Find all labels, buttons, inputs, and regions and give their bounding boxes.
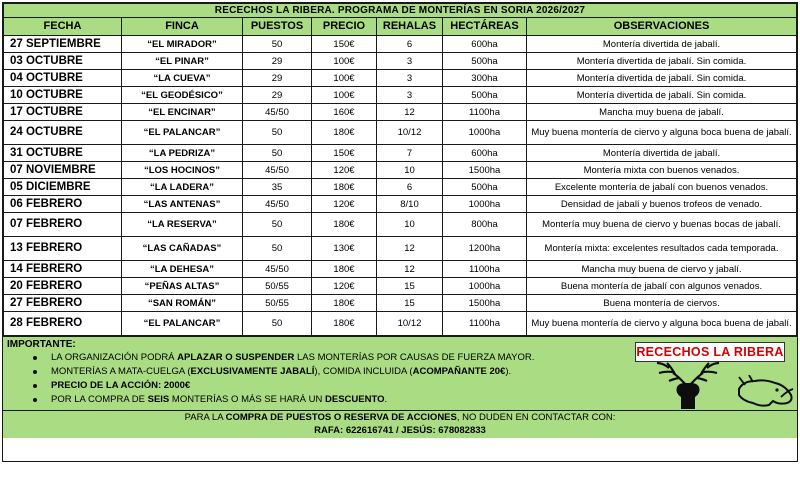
- cell-finca: “LA RESERVA”: [122, 213, 243, 237]
- table-row: [4, 213, 797, 237]
- cell-fecha: 07 NOVIEMBRE: [4, 162, 122, 179]
- cell-rehalas: 3: [377, 87, 443, 104]
- cell-rehalas: 15: [377, 278, 443, 295]
- table-row: [4, 145, 797, 162]
- cell-hectareas: 1100ha: [443, 261, 527, 278]
- table-row: [4, 261, 797, 278]
- cell-obs: Muy buena montería de ciervo y alguna boca buena de jabalí.: [527, 312, 797, 336]
- brand-logo: RECECHOS LA RIBERA: [635, 342, 785, 362]
- note-postpone: LA ORGANIZACIÓN PODRÁ APLAZAR O SUSPENDER LAS MONTERÍAS POR CAUSAS DE FUERZA MAYOR.: [31, 351, 534, 365]
- cell-fecha: 06 FEBRERO: [4, 196, 122, 213]
- cell-fecha: 03 OCTUBRE: [4, 53, 122, 70]
- cell-finca: “EL PALANCAR”: [122, 312, 243, 336]
- cell-finca: “SAN ROMÁN”: [122, 295, 243, 312]
- col-header-fecha: FECHA: [4, 18, 122, 36]
- cell-precio: 160€: [312, 104, 377, 121]
- program-sheet: [2, 2, 798, 462]
- cell-rehalas: 10/12: [377, 312, 443, 336]
- col-header-hectareas: HECTÁREAS: [443, 18, 527, 36]
- cell-rehalas: 12: [377, 261, 443, 278]
- table-row: [4, 179, 797, 196]
- cell-puestos: 50/55: [243, 278, 312, 295]
- schedule-body: [4, 36, 797, 336]
- cell-fecha: 14 FEBRERO: [4, 261, 122, 278]
- cell-puestos: 50: [243, 145, 312, 162]
- cell-obs: Montería divertida de jabalí.: [527, 36, 797, 53]
- cell-finca: “LAS ANTENAS”: [122, 196, 243, 213]
- cell-finca: “EL ENCINAR”: [122, 104, 243, 121]
- important-notes: [3, 336, 797, 410]
- note-price: PRECIO DE LA ACCIÓN: 2000€: [31, 379, 534, 393]
- cell-fecha: 10 OCTUBRE: [4, 87, 122, 104]
- cell-puestos: 45/50: [243, 104, 312, 121]
- contact-line-1: PARA LA COMPRA DE PUESTOS O RESERVA DE ACCIONES, NO DUDEN EN CONTACTAR CON:: [184, 412, 616, 423]
- table-row: [4, 162, 797, 179]
- cell-precio: 100€: [312, 87, 377, 104]
- table-row: [4, 87, 797, 104]
- cell-obs: Montería mixta: excelentes resultados cada temporada.: [527, 237, 797, 261]
- cell-precio: 180€: [312, 261, 377, 278]
- cell-hectareas: 1500ha: [443, 162, 527, 179]
- cell-puestos: 45/50: [243, 261, 312, 278]
- table-row: [4, 295, 797, 312]
- cell-obs: Buena montería de ciervos.: [527, 295, 797, 312]
- cell-rehalas: 12: [377, 104, 443, 121]
- cell-fecha: 05 DICIEMBRE: [4, 179, 122, 196]
- sheet-title: RECECHOS LA RIBERA. PROGRAMA DE MONTERÍAS EN SORIA 2026/2027: [4, 4, 797, 18]
- cell-hectareas: 1200ha: [443, 237, 527, 261]
- cell-finca: “EL PALANCAR”: [122, 121, 243, 145]
- cell-puestos: 50: [243, 312, 312, 336]
- col-header-puestos: PUESTOS: [243, 18, 312, 36]
- cell-finca: “EL PINAR”: [122, 53, 243, 70]
- cell-finca: “PEÑAS ALTAS”: [122, 278, 243, 295]
- cell-hectareas: 600ha: [443, 36, 527, 53]
- cell-precio: 180€: [312, 213, 377, 237]
- cell-hectareas: 500ha: [443, 179, 527, 196]
- cell-precio: 100€: [312, 70, 377, 87]
- cell-precio: 150€: [312, 36, 377, 53]
- cell-fecha: 07 FEBRERO: [4, 213, 122, 237]
- cell-finca: “LOS HOCINOS”: [122, 162, 243, 179]
- cell-precio: 120€: [312, 162, 377, 179]
- cell-precio: 180€: [312, 312, 377, 336]
- cell-fecha: 04 OCTUBRE: [4, 70, 122, 87]
- schedule-table: [3, 3, 797, 336]
- col-header-finca: FINCA: [122, 18, 243, 36]
- cell-rehalas: 8/10: [377, 196, 443, 213]
- cell-puestos: 50: [243, 237, 312, 261]
- table-row: [4, 104, 797, 121]
- notes-heading: IMPORTANTE:: [7, 339, 76, 350]
- cell-fecha: 13 FEBRERO: [4, 237, 122, 261]
- cell-precio: 180€: [312, 121, 377, 145]
- cell-obs: Mancha muy buena de ciervo y jabalí.: [527, 261, 797, 278]
- cell-hectareas: 500ha: [443, 53, 527, 70]
- cell-precio: 120€: [312, 196, 377, 213]
- cell-obs: Montería mixta con buenos venados.: [527, 162, 797, 179]
- cell-fecha: 24 OCTUBRE: [4, 121, 122, 145]
- cell-obs: Montería muy buena de ciervo y buenas bocas de jabalí.: [527, 213, 797, 237]
- cell-hectareas: 1000ha: [443, 121, 527, 145]
- notes-list: [31, 351, 534, 407]
- cell-rehalas: 10/12: [377, 121, 443, 145]
- cell-rehalas: 10: [377, 213, 443, 237]
- cell-finca: “LA LADERA”: [122, 179, 243, 196]
- cell-rehalas: 10: [377, 162, 443, 179]
- cell-finca: “EL GEODÉSICO”: [122, 87, 243, 104]
- cell-hectareas: 1000ha: [443, 196, 527, 213]
- cell-hectareas: 1500ha: [443, 295, 527, 312]
- cell-puestos: 29: [243, 70, 312, 87]
- cell-obs: Montería divertida de jabalí. Sin comida.: [527, 70, 797, 87]
- cell-finca: “LA DEHESA”: [122, 261, 243, 278]
- cell-precio: 180€: [312, 179, 377, 196]
- col-header-precio: PRECIO: [312, 18, 377, 36]
- cell-hectareas: 300ha: [443, 70, 527, 87]
- cell-puestos: 29: [243, 87, 312, 104]
- cell-obs: Buena montería de jabalí con algunos venados.: [527, 278, 797, 295]
- cell-rehalas: 7: [377, 145, 443, 162]
- cell-rehalas: 6: [377, 36, 443, 53]
- table-row: [4, 237, 797, 261]
- cell-precio: 130€: [312, 237, 377, 261]
- cell-precio: 150€: [312, 145, 377, 162]
- cell-hectareas: 600ha: [443, 145, 527, 162]
- cell-precio: 120€: [312, 278, 377, 295]
- cell-hectareas: 1000ha: [443, 278, 527, 295]
- cell-fecha: 28 FEBRERO: [4, 312, 122, 336]
- cell-fecha: 20 FEBRERO: [4, 278, 122, 295]
- cell-rehalas: 3: [377, 70, 443, 87]
- cell-puestos: 50/55: [243, 295, 312, 312]
- cell-finca: “LA PEDRIZA”: [122, 145, 243, 162]
- cell-rehalas: 6: [377, 179, 443, 196]
- cell-precio: 100€: [312, 53, 377, 70]
- cell-fecha: 31 OCTUBRE: [4, 145, 122, 162]
- cell-hectareas: 800ha: [443, 213, 527, 237]
- cell-finca: “EL MIRADOR”: [122, 36, 243, 53]
- table-row: [4, 53, 797, 70]
- table-row: [4, 278, 797, 295]
- cell-obs: Montería divertida de jabalí. Sin comida.: [527, 87, 797, 104]
- table-row: [4, 36, 797, 53]
- note-discount: POR LA COMPRA DE SEIS MONTERÍAS O MÁS SE HARÁ UN DESCUENTO.: [31, 393, 534, 407]
- cell-rehalas: 3: [377, 53, 443, 70]
- note-mata-cuelga: MONTERÍAS A MATA-CUELGA (EXCLUSIVAMENTE JABALÍ), COMIDA INCLUIDA (ACOMPAÑANTE 20€).: [31, 365, 534, 379]
- contact-phones: RAFA: 622616741 / JESÚS: 678082833: [314, 425, 486, 436]
- cell-puestos: 45/50: [243, 162, 312, 179]
- cell-puestos: 29: [243, 53, 312, 70]
- cell-hectareas: 1100ha: [443, 312, 527, 336]
- table-row: [4, 196, 797, 213]
- cell-rehalas: 15: [377, 295, 443, 312]
- cell-finca: “LAS CAÑADAS”: [122, 237, 243, 261]
- col-header-rehalas: REHALAS: [377, 18, 443, 36]
- cell-precio: 180€: [312, 295, 377, 312]
- col-header-observaciones: OBSERVACIONES: [527, 18, 797, 36]
- boar-head-icon: [733, 375, 795, 409]
- cell-hectareas: 1100ha: [443, 104, 527, 121]
- cell-puestos: 50: [243, 213, 312, 237]
- cell-obs: Excelente montería de jabalí con buenos venados.: [527, 179, 797, 196]
- cell-puestos: 50: [243, 121, 312, 145]
- cell-obs: Montería divertida de jabalí. Sin comida.: [527, 53, 797, 70]
- deer-head-icon: [651, 359, 725, 409]
- cell-finca: “LA CUEVA”: [122, 70, 243, 87]
- cell-obs: Densidad de jabalí y buenos trofeos de venado.: [527, 196, 797, 213]
- cell-rehalas: 12: [377, 237, 443, 261]
- cell-puestos: 45/50: [243, 196, 312, 213]
- cell-fecha: 17 OCTUBRE: [4, 104, 122, 121]
- cell-obs: Montería divertida de jabalí.: [527, 145, 797, 162]
- cell-fecha: 27 FEBRERO: [4, 295, 122, 312]
- cell-obs: Muy buena montería de ciervo y alguna boca buena de jabalí.: [527, 121, 797, 145]
- table-row: [4, 70, 797, 87]
- cell-puestos: 35: [243, 179, 312, 196]
- cell-obs: Mancha muy buena de jabalí.: [527, 104, 797, 121]
- table-row: [4, 312, 797, 336]
- contact-footer: [3, 410, 797, 438]
- cell-fecha: 27 SEPTIEMBRE: [4, 36, 122, 53]
- cell-hectareas: 500ha: [443, 87, 527, 104]
- table-row: [4, 121, 797, 145]
- cell-puestos: 50: [243, 36, 312, 53]
